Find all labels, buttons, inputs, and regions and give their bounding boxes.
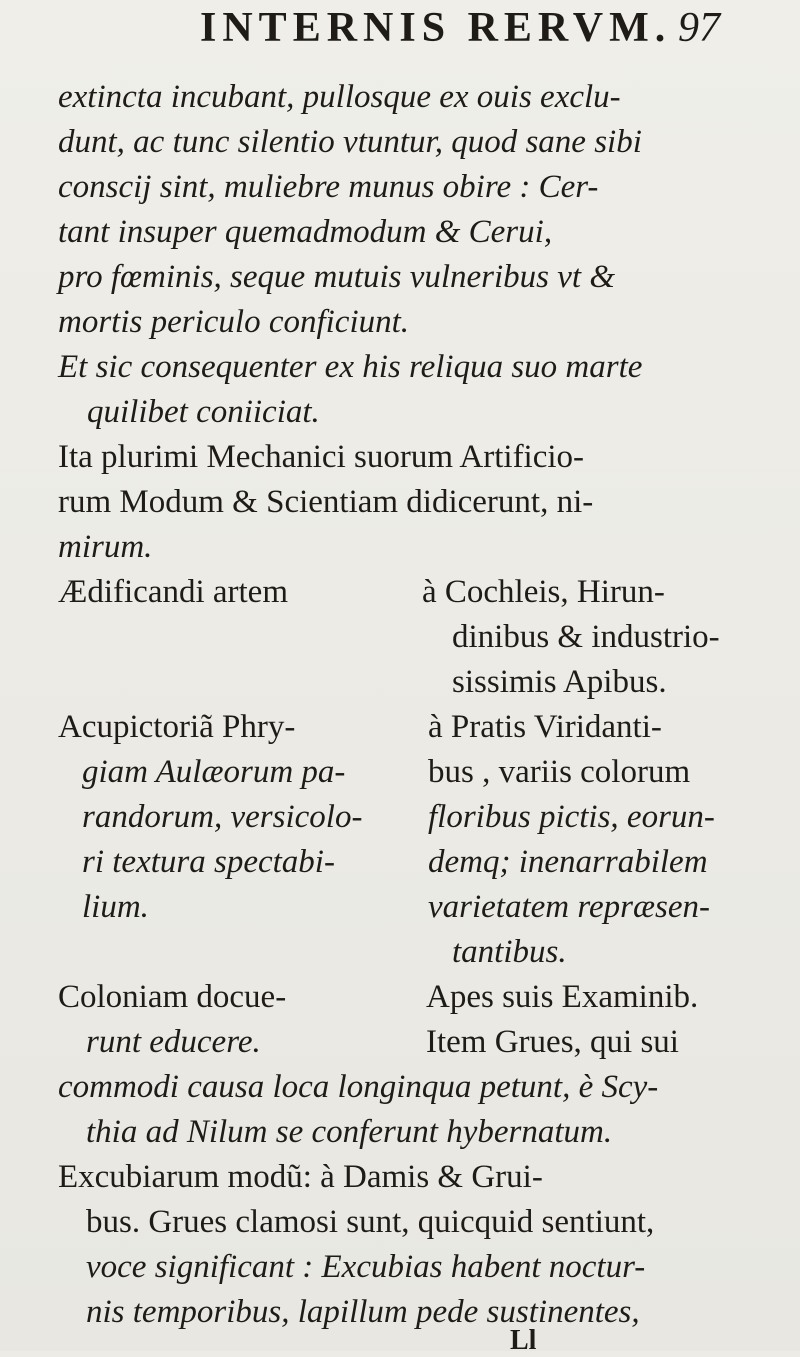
text-line: varietatem repræsen- [428, 889, 710, 925]
text-line: dinibus & industrio- [452, 619, 720, 655]
text-line: randorum, versicolo- [82, 799, 363, 835]
text-line: Acupictoriã Phry- [58, 709, 296, 745]
text-line: conscij sint, muliebre munus obire : Cer- [58, 169, 599, 205]
text-line: lium. [82, 889, 149, 925]
text-line: mortis periculo conficiunt. [58, 304, 410, 340]
text-line: à Cochleis, Hirun- [422, 574, 665, 610]
text-line: dunt, ac tunc silentio vtuntur, quod sane sibi [58, 124, 642, 160]
text-line: nis temporibus, lapillum pede sustinentes, [86, 1294, 640, 1330]
text-line: demq; inenarrabilem [428, 844, 708, 880]
text-line: commodi causa loca longinqua petunt, è Scy- [58, 1069, 659, 1105]
text-line: mirum. [58, 529, 153, 565]
text-line: thia ad Nilum se conferunt hybernatum. [86, 1114, 613, 1150]
text-line: tant insuper quemadmodum & Cerui, [58, 214, 553, 250]
text-line: à Pratis Viridanti- [428, 709, 662, 745]
text-line: Apes suis Examinib. [426, 979, 699, 1015]
text-line: Excubiarum modũ: à Damis & Grui- [58, 1159, 543, 1195]
signature-mark: Ll [510, 1325, 537, 1356]
text-line: voce significant : Excubias habent noctur- [86, 1249, 646, 1285]
text-line: tantibus. [452, 934, 567, 970]
text-line: bus. Grues clamosi sunt, quicquid sentiunt, [86, 1204, 655, 1240]
page-header [200, 4, 720, 52]
text-line: rum Modum & Scientiam didicerunt, ni- [58, 484, 594, 520]
text-line: Et sic consequenter ex his reliqua suo marte [58, 349, 643, 385]
text-line: bus , variis colorum [428, 754, 691, 790]
text-line: giam Aulæorum pa- [82, 754, 346, 790]
text-line: runt educere. [86, 1024, 261, 1060]
text-line: Ædificandi artem [58, 574, 289, 610]
text-line: Item Grues, qui sui [426, 1024, 679, 1060]
text-line: quilibet coniiciat. [87, 394, 320, 430]
page-number: 97 [678, 5, 720, 51]
text-line: Ita plurimi Mechanici suorum Artificio- [58, 439, 585, 475]
text-line: ri textura spectabi- [82, 844, 335, 880]
text-line: extincta incubant, pullosque ex ouis exclu- [58, 79, 621, 115]
running-head: INTERNIS RERVM. [200, 5, 672, 51]
text-line: pro fœminis, seque mutuis vulneribus vt & [58, 259, 616, 295]
text-line: floribus pictis, eorun- [428, 799, 715, 835]
text-line: Coloniam docue- [58, 979, 287, 1015]
text-line: sissimis Apibus. [452, 664, 667, 700]
